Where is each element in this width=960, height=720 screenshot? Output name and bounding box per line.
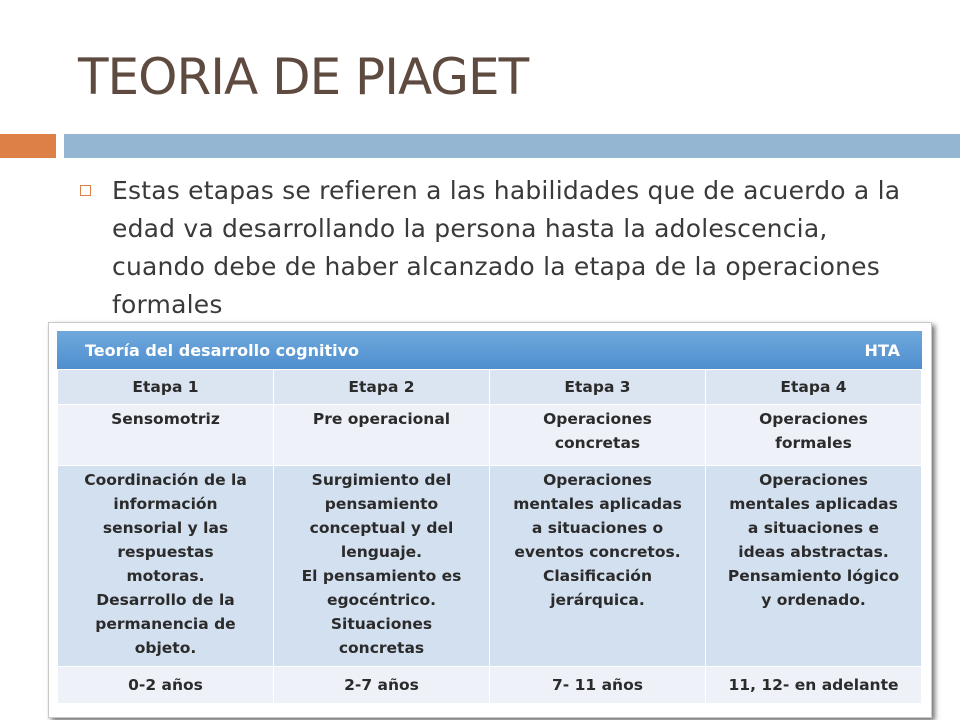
table-header-bar xyxy=(57,331,922,369)
description-cell xyxy=(58,466,274,667)
cognitive-development-table-image xyxy=(48,322,932,718)
description-cell-line: mentales aplicadas xyxy=(729,495,898,513)
description-cell-line: Desarrollo de la xyxy=(96,591,235,609)
title-rule-bar xyxy=(64,134,960,158)
description-cell-line: y ordenado. xyxy=(761,591,866,609)
description-cell-line: eventos concretos. xyxy=(514,543,681,561)
description-cell-line: Situaciones xyxy=(330,615,433,633)
description-cell-line: Operaciones xyxy=(543,471,652,489)
stage-name-cell xyxy=(274,405,490,466)
description-cell-line: motoras. xyxy=(126,567,205,585)
table-header-title: Teoría del desarrollo cognitivo xyxy=(85,340,360,360)
age-row xyxy=(58,667,922,704)
description-cell-line: lenguaje. xyxy=(340,543,423,561)
age-cell: 11, 12- en adelante xyxy=(706,667,922,704)
stage-name-cell-line: Operaciones xyxy=(543,410,652,428)
stage-name-cell-line: formales xyxy=(775,434,852,452)
stages-table xyxy=(57,369,922,704)
etapa-cell: Etapa 3 xyxy=(490,370,706,405)
description-cell-line: Coordinación de la xyxy=(84,471,247,489)
description-cell-line: concretas xyxy=(338,639,425,657)
stage-name-cell xyxy=(706,405,922,466)
stage-name-cell xyxy=(490,405,706,466)
etapa-row xyxy=(58,370,922,405)
description-cell-line: pensamiento xyxy=(324,495,439,513)
etapa-cell: Etapa 2 xyxy=(274,370,490,405)
description-cell-line: jerárquica. xyxy=(550,591,645,609)
description-cell-line: Surgimiento del xyxy=(311,471,452,489)
description-row xyxy=(58,466,922,667)
title-rule-accent xyxy=(0,134,56,158)
description-cell-line: respuestas xyxy=(117,543,214,561)
description-cell-line: a situaciones e xyxy=(747,519,880,537)
description-cell-line: mentales aplicadas xyxy=(513,495,682,513)
age-cell: 0-2 años xyxy=(58,667,274,704)
description-cell-line: Pensamiento lógico xyxy=(727,567,900,585)
bullet-text: Estas etapas se refieren a las habilidades que de acuerdo a la edad va desarrollando la persona hasta la adolescencia, cuando debe de haber alcanzado la etapa de la operaciones formales xyxy=(112,176,901,319)
etapa-cell: Etapa 4 xyxy=(706,370,922,405)
description-cell-line: ideas abstractas. xyxy=(738,543,889,561)
stage-name-row xyxy=(58,405,922,466)
description-cell-line: objeto. xyxy=(134,639,197,657)
description-cell-line: información xyxy=(113,495,218,513)
description-cell-line: egocéntrico. xyxy=(326,591,437,609)
etapa-cell: Etapa 1 xyxy=(58,370,274,405)
description-cell-line: a situaciones o xyxy=(531,519,664,537)
stage-name-cell-line: Pre operacional xyxy=(312,410,451,428)
description-cell-line: Operaciones xyxy=(759,471,868,489)
description-cell-line: sensorial y las xyxy=(102,519,229,537)
stage-name-cell-line: concretas xyxy=(554,434,641,452)
description-cell-line: permanencia de xyxy=(95,615,236,633)
stage-name-cell-line: Operaciones xyxy=(759,410,868,428)
table-inner xyxy=(57,331,922,704)
description-cell xyxy=(706,466,922,667)
stage-name-cell xyxy=(58,405,274,466)
description-cell-line: Clasificación xyxy=(542,567,652,585)
description-cell xyxy=(274,466,490,667)
slide-title: TEORIA DE PIAGET xyxy=(78,48,529,106)
age-cell: 7- 11 años xyxy=(490,667,706,704)
table-header-tag: HTA xyxy=(864,340,900,360)
square-bullet-icon xyxy=(80,185,91,196)
description-cell xyxy=(490,466,706,667)
description-cell-line: conceptual y del xyxy=(309,519,454,537)
stage-name-cell-line: Sensomotriz xyxy=(111,410,220,428)
age-cell: 2-7 años xyxy=(274,667,490,704)
description-cell-line: El pensamiento es xyxy=(301,567,462,585)
